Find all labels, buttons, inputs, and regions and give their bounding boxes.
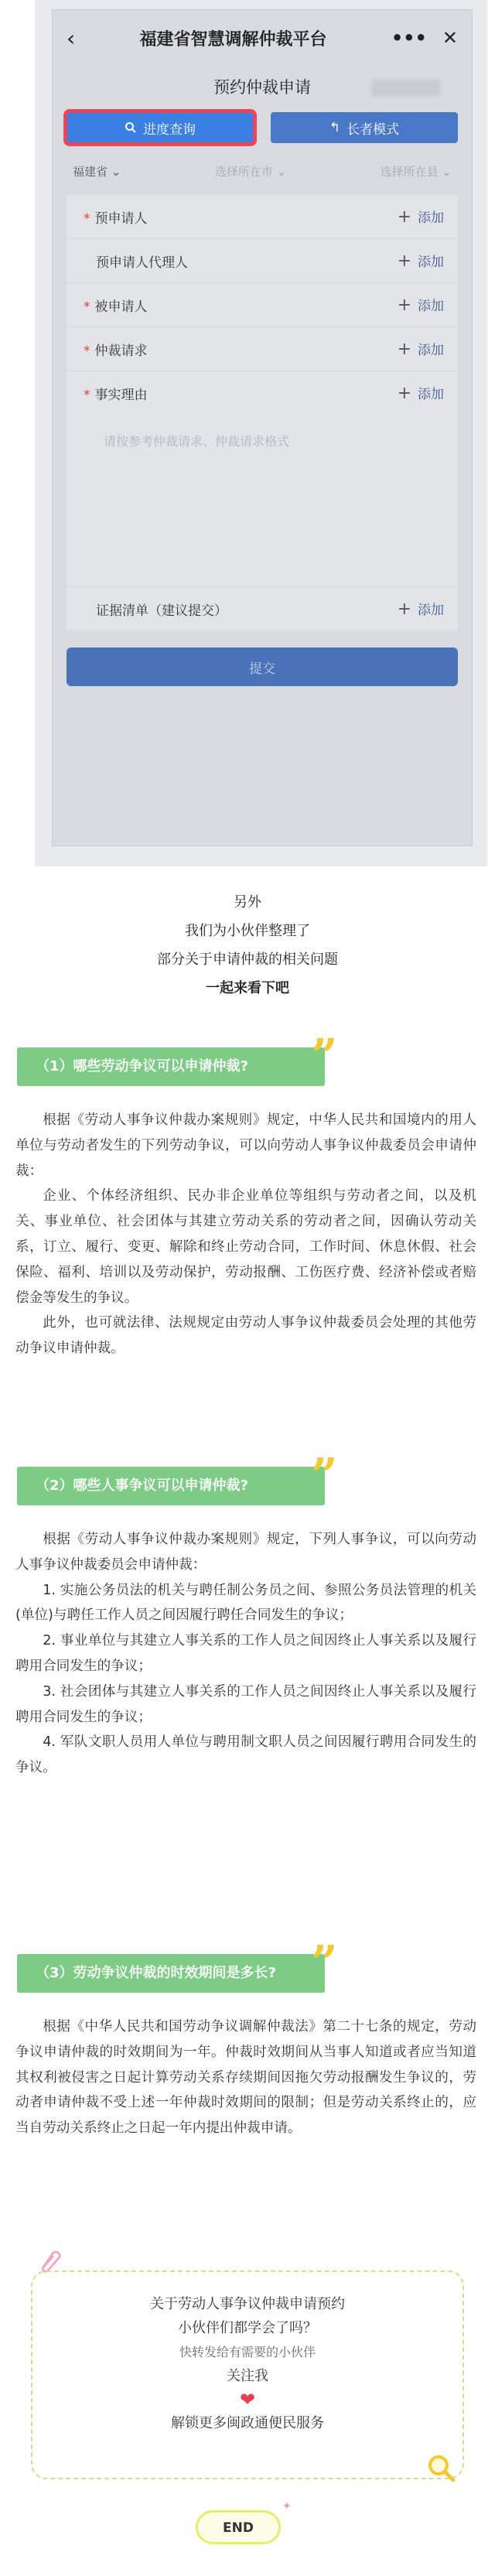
paragraph: 3. 社会团体与其建立人事关系的工作人员之间因终止人事关系以及履行聘用合同发生的争议； xyxy=(15,1683,476,1725)
paragraph: 根据《劳动人事争议仲裁办案规则》规定，中华人民共和国境内的用人单位与劳动者发生的下列劳动争议，可以向劳动人事争议仲裁委员会申请仲裁： xyxy=(15,1112,476,1179)
card-line: 解锁更多闽政通便民服务 xyxy=(171,2415,324,2431)
intro-line: 我们为小伙伴整理了 xyxy=(185,923,310,939)
end-badge: END xyxy=(196,2510,281,2544)
intro-line: 部分关于申请仲裁的相关问题 xyxy=(157,951,338,968)
paragraph: 4. 军队文职人员用人单位与聘用制文职人员之间因履行聘用合同发生的争议。 xyxy=(15,1734,476,1776)
quote-mark-icon: ” xyxy=(311,1449,338,1503)
search-icon xyxy=(125,121,137,134)
section-3-body xyxy=(15,2014,476,2141)
sparkle-icon: ✦ xyxy=(282,2500,292,2513)
back-arrow-icon[interactable]: ‹ xyxy=(67,25,76,51)
blurred-badge xyxy=(371,80,441,97)
app-title: 福建省智慧调解仲裁平台 xyxy=(139,29,327,50)
magnifier-icon xyxy=(425,2452,456,2483)
plus-icon: + xyxy=(397,251,411,271)
facts-textarea[interactable]: 请按参考仲裁请求、仲裁请求格式 xyxy=(104,434,290,449)
page-subtitle: 预约仲裁申请 xyxy=(213,78,311,97)
add-applicant-button[interactable]: + 添加 xyxy=(397,207,444,227)
intro-line: 一起来看下吧 xyxy=(206,980,289,996)
paragraph: 1. 实施公务员法的机关与聘任制公务员之间、参照公务员法管理的机关(单位)与聘任工作人员之间因履行聘任合同发生的争议； xyxy=(15,1582,476,1624)
form-row-facts: * 事实理由 + 添加 xyxy=(84,384,444,403)
application-form xyxy=(67,195,458,630)
close-icon[interactable]: ✕ xyxy=(442,27,458,49)
more-icon[interactable]: ••• xyxy=(391,27,427,49)
app-titlebar xyxy=(53,10,472,66)
section-heading-text: （2）哪些人事争议可以申请仲裁? xyxy=(17,1467,325,1505)
progress-query-button[interactable] xyxy=(67,112,254,143)
county-select[interactable]: 选择所在县 ⌄ xyxy=(380,165,452,179)
heart-icon: ❤ xyxy=(239,2389,256,2410)
add-facts-button[interactable]: + 添加 xyxy=(397,384,444,403)
paragraph: 根据《中华人民共和国劳动争议调解仲裁法》第二十七条的规定，劳动争议申请仲裁的时效期间为一年。仲裁时效期间从当事人知道或者应当知道其权利被侵害之日起计算劳动关系存续期间因拖欠劳动报酬发生争议的，劳动者申请仲裁不受上述一年仲裁时效期间的限制；但是劳动关系终止的，应当自劳动关系终止之日起一年内提出仲裁申请。 xyxy=(15,2019,476,2137)
quote-mark-icon: ” xyxy=(311,1030,338,1084)
mode-button-row xyxy=(53,112,472,143)
paragraph: 2. 事业单位与其建立人事关系的工作人员之间因终止人事关系以及履行聘用合同发生的争议； xyxy=(15,1633,476,1674)
app-screenshot xyxy=(35,0,487,866)
card-line: 关于劳动人事争议仲裁申请预约 xyxy=(150,2296,345,2312)
form-row-evidence: 证据清单（建议提交） + 添加 xyxy=(67,586,458,630)
plus-icon: + xyxy=(397,600,411,619)
page-subtitle-row xyxy=(53,66,472,109)
paragraph: 此外，也可就法律、法规规定由劳动人事争议仲裁委员会处理的其他劳动争议申请仲裁。 xyxy=(15,1315,476,1357)
intro-block xyxy=(0,888,495,1003)
paragraph: 企业、个体经济组织、民办非企业单位等组织与劳动者之间，以及机关、事业单位、社会团体与其建立劳动关系的劳动者之间，因确认劳动关系，订立、履行、变更、解除和终止劳动合同，工作时间、休息休假、社会保险、福利、培训以及劳动保护，劳动报酬、工伤医疗费、经济补偿或者赔偿金等发生的争议。 xyxy=(15,1188,476,1306)
section-heading-text: （3）劳动争议仲裁的时效期间是多长? xyxy=(17,1954,325,1993)
region-selector-row xyxy=(53,163,472,179)
add-request-button[interactable]: + 添加 xyxy=(397,340,444,359)
plus-icon: + xyxy=(397,207,411,227)
add-respondent-button[interactable]: + 添加 xyxy=(397,296,444,315)
section-heading-text: （1）哪些劳动争议可以申请仲裁? xyxy=(17,1047,325,1086)
section-1-body xyxy=(15,1108,476,1361)
required-mark: * xyxy=(84,299,90,315)
form-row-respondent: * 被申请人 + 添加 xyxy=(67,283,458,327)
quote-mark-icon: ” xyxy=(311,1936,338,1990)
add-evidence-button[interactable]: + 添加 xyxy=(397,600,444,619)
form-row-request: * 仲裁请求 + 添加 xyxy=(67,327,458,371)
progress-query-label: 进度查询 xyxy=(143,121,196,138)
required-mark: * xyxy=(84,210,90,227)
pin-icon xyxy=(37,2247,63,2274)
form-row-applicant: * 预申请人 + 添加 xyxy=(67,195,458,239)
submit-button[interactable]: 提交 xyxy=(67,647,458,686)
intro-line: 另外 xyxy=(234,894,261,910)
elder-mode-button[interactable] xyxy=(271,112,458,143)
city-select[interactable]: 选择所在市 ⌄ xyxy=(214,165,287,179)
card-line: 快转发给有需要的小伙伴 xyxy=(179,2345,316,2359)
elder-mode-label: 长者模式 xyxy=(346,121,400,138)
paragraph: 根据《劳动人事争议仲裁办案规则》规定，下列人事争议，可以向劳动人事争议仲裁委员会申请仲裁： xyxy=(15,1532,476,1573)
add-agent-button[interactable]: + 添加 xyxy=(397,251,444,271)
required-mark: * xyxy=(84,387,90,403)
closing-card xyxy=(31,2270,464,2479)
plus-icon: + xyxy=(397,296,411,315)
plus-icon: + xyxy=(397,384,411,403)
required-mark: * xyxy=(84,343,90,359)
form-row-agent: 预申请人代理人 + 添加 xyxy=(67,239,458,283)
phone-screen xyxy=(52,9,473,846)
plus-icon: + xyxy=(397,340,411,359)
section-2-body xyxy=(15,1527,476,1781)
card-line: 小伙伴们都学会了吗？ xyxy=(178,2320,317,2336)
card-line: 关注我 xyxy=(227,2368,268,2384)
province-select[interactable]: 福建省 ⌄ xyxy=(73,165,121,179)
elder-mode-icon: ↰ xyxy=(329,120,341,135)
